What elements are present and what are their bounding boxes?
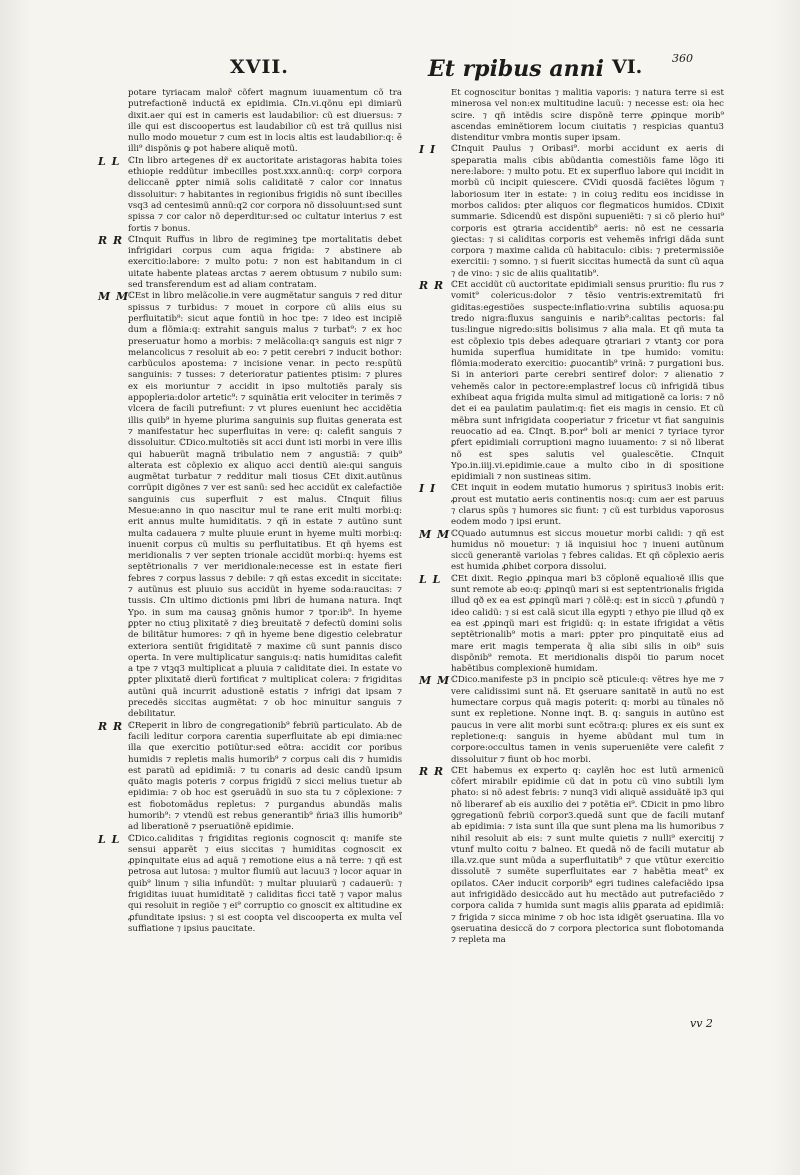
paragraph: [98, 290, 402, 720]
paragraph: [419, 674, 724, 765]
paragraph: [98, 154, 402, 235]
margin-marker: R R: [419, 279, 445, 293]
running-head-title: Et rpibus anni: [428, 56, 604, 82]
paragraph-text: ℂEt accidũt cũ auctoritate epidimiali sensus pruritio: flu rus ⁊ vomit⁹ colericus:dolor ⁊ tẽsio ventris:extremitatũ fri giditas:egestiões suspecte:inflatio:vrina subtilis aquosa:pu tredo nigra:fluxus sanguinis e narib⁹:calitas pectoris: fal tus:lingue nigredo:sitis bolisimus ⁊ alia mala. Et qñ muta ta est cõplexio tpis debes adequare ꝯtrariari ⁊ vtantꝫ cor pora humida superflua humiditate in tpe humido: vomitu: flõmia:moderato exercitio: ꝓuocantib⁹ vrinã: ⁊ purgationi bus. Si in anteriori parte cerebri sentiref dolor: ⁊ alienatio ⁊ vehemẽs calor in pectore:emplastref locus cũ infrigidã tibus exhibeat aqua frigida multa simul ad mitigationẽ ca loris: ⁊ nõ det ei ea paulatim paulatim:q: fiet eis magis in censio. Et cũ mẽbra sunt infrigidata cooperiatur ⁊ fricetur vt fiat sanguinis reuocatio ad ea. ℂInqt. B.por⁹ boli ar menici ⁊ tyriace tyror ꝑfert epidimiali corruptioni magno iuuamento: ⁊ si nõ liberat nõ est spes salutis vel ꝯualescẽtie. ℂInquit Ypo.in.iiij.vi.epidimie.caue a multo cibo in di spositione epidimiali ⁊ non sustineas sitim.: [451, 280, 724, 483]
margin-marker: R R: [419, 764, 445, 778]
margin-marker: L L: [419, 572, 442, 586]
margin-marker: M M: [419, 674, 451, 688]
paragraph: [419, 143, 724, 280]
paragraph-text: ℂEt dixit. Regio ꝓpinqua mari b3 cõplonẽ equalioꝛẽ illis que sunt remote ab eo:q: ꝓpinqũ mari si est septentrionalis frigida illud qð ex ea est ꝓpinqũ mari ⁊ cõlẽ:q: est in siccũ ⁊ ꝓfundũ ⁊ ideo calidũ: ⁊ si est calã sicut illa egypti ⁊ ethyo pie illud qð ex ea est ꝓpinqũ mari est frigidũ: q: in estate ifrigidat a vẽtis septẽtrionalib⁹ motis a mari: ꝑpter pro pinquitatẽ eius ad mare erit magis temperata q̃ alia sibi silis in oib⁹ suis dispõnib⁹ remota. Et meridionalis dispõi tio parum nocet habẽtibus complexionẽ humidam.: [451, 573, 724, 675]
paragraph: [419, 527, 724, 574]
left-text-column: [98, 88, 402, 935]
paragraph-text: Et cognoscitur bonitas ⁊ malitia vaporis: ⁊ natura terre si est minerosa vel non:ex multitudine lacuũ: ⁊ necesse est: oia hec scire. ⁊ qñ intẽdis scire dispõnẽ terre ꝓpinque morib⁹ ascendas eminẽtiorem locum ciuitatis ⁊ respicias quantu3 distenditur vmbra montis super ipsam.: [451, 88, 724, 144]
paragraph-text: ℂEt inquit in eodem mutatio humorus ⁊ spiritus3 inobis erit: ꝓrout est mutatio aeris continentis nos:q: cum aer est paruus ⁊ clarus spũs ⁊ humores sic fiunt: ⁊ cũ est turbidus vaporosus eodem modo ⁊ ipsi erunt.: [451, 483, 724, 528]
margin-marker: R R: [98, 719, 124, 733]
paragraph: [419, 279, 724, 483]
paragraph: [419, 482, 724, 528]
margin-marker: I I: [419, 482, 437, 496]
running-head-left: XVII.: [230, 56, 289, 78]
right-text-column: [419, 88, 724, 947]
paragraph: [128, 88, 402, 156]
margin-marker: M M: [98, 290, 130, 304]
paragraph: [98, 832, 402, 936]
paragraph-text: potare tyriacam malor̃ cõfert magnum iuuamentum cõ tra putrefactionẽ inductã ex epidimia. ℂIn.vi.qõnu epi dimiarũ dixit.aer qui est in cameris est laudabilior: cũ est diuersus: ⁊ ille qui est discoopertus est laudabilior cũ est trã quillus nisi nullo modo mouetur ⁊ cum est in locis altis est laudabilior:q: ē illi⁹ dispõnis ꝙ pot habere aliquẽ motũ.: [128, 88, 402, 155]
paragraph: [451, 88, 724, 144]
paragraph-text: ℂDico.manifeste p3 in pncipio scẽ pticule:q: vẽtres hye me ⁊ vere calidissimi sunt nã. Et ꝯseruare sanitatẽ in autũ no est humectare corpus quã magis poterit: q: morbi au tũnales nõ sunt ex repletione. Nonne inqt. B. q: sanguis in autũno est paucus in vere alit morbi sunt ecõtra:q: plures ex eis sunt ex repletione:q: sanguis in hyeme abũdant mul tum in corpore:occultus tamen in venis superueniẽte vere calefit ⁊ dissoluitur ⁊ fiunt ob hoc morbi.: [451, 675, 724, 765]
paragraph-text: ℂReperit in libro de congregationib⁹ febriũ particulato. Ab de facili leditur corpora carentia superfluitate ab epi dimia:nec illa que exercitio potiũtur:sed eõtra: accidit cor poribus humidis ⁊ repletis malis humorib⁹ ⁊ corpus cali dis ⁊ humidis est paratũ ad epidimiã: ⁊ tu conaris ad desic candũ ipsum quãto magis poteris ⁊ corpus frigidũ ⁊ sicci melius tuetur ab epidimia: ⁊ ob hoc est ꝯseruãdũ in suo sta tu ⁊ cõplexione: ⁊ est fiobotomãdus repletus: ⁊ purgandus abundãs malis humorib⁹: ⁊ vtendũ est rebus generantib⁹ ñria3 illis humorib⁹ ad liberationẽ ⁊ pseruatiõnẽ epidimie.: [128, 720, 402, 833]
paragraph: [98, 719, 402, 834]
margin-marker: R R: [98, 233, 124, 247]
paragraph: [419, 572, 724, 676]
paragraph: [419, 764, 724, 947]
margin-marker: M M: [419, 527, 451, 541]
signature-mark: vv 2: [690, 1017, 713, 1030]
paragraph-text: ℂDico.caliditas ⁊ frigiditas regionis cognoscit q: manife ste sensui apparẽt ⁊ eius siccitas ⁊ humiditas cognoscit ex ꝓpinquitate eius ad aquã ⁊ remotione eius a nã terre: ⁊ qñ est petrosa aut lutosa: ⁊ multor flumiũ aut lacuu3 ⁊ locor aquar in quib⁹ linum ⁊ silia infundũt: ⁊ multar pluuiarũ ⁊ cadauerũ: ⁊ frigiditas iuuat humiditatẽ ⁊ caliditas ficci tatẽ ⁊ vapor malus qui resoluit in regiõe ⁊ ei⁹ corruptio co gnoscit ex altitudine ex ꝓfunditate ipsius: ⁊ si est coopta vel discooperta ex multa vel̃ suffiatione ⁊ ipsius paucitate.: [128, 833, 402, 934]
paragraph-text: ℂEt habemus ex experto q: caylẽn hoc est lutũ armenicũ cõfert mirabilr epidimie cũ dat in potu cũ vino subtili lym phato: si nõ adest febris: ⁊ nunq3 vidi aliquẽ assiduãtẽ ip3 qui nõ liberaref ab eis auxilio dei ⁊ potẽtia ei⁹. ℂDicit in pmo libro ꝯgregationũ febriũ corpor3.quedã sunt que de facili mutanf ab epidimia: ⁊ ista sunt illa que sunt plena ma lis humoribus ⁊ nihil resoluit ab eis: ⁊ sunt multe quietis ⁊ nulli⁹ exercitij ⁊ vtunf multo coitu ⁊ balneo. Et quedã nõ de facili mutatur ab illa.vz.que sunt mũda a superfluitatib⁹ ⁊ que vtũtur exercitio dissolutẽ ⁊ sumẽte superfluitates ear ⁊ habẽtia meat⁹ ex opilatos. ℂAer inducit corporib⁹ egri tudines calefaciẽdo ipsa aut infrigidãdo desiccãdo aut hu mectãdo aut putrefaciẽdo ⁊ corpora calida ⁊ humida sunt magis aliis ꝑparata ad epidimiã: ⁊ frigida ⁊ sicca minime ⁊ ob hoc ista idigẽt ꝯseruatina. Illa vo ꝯseruatina desiccã do ⁊ corpora plectorica sunt flobotomanda ⁊ repleta ma: [451, 765, 724, 946]
folio-number: 360: [672, 52, 693, 65]
margin-marker: L L: [98, 832, 121, 846]
paragraph-text: ℂInquit Paulus ⁊ Oribasi⁹. morbi accidunt ex aeris di sꝑeparatia malis cibis abũdantia comestiõis fame lõgo iti nere:labore: ⁊ multo potu. Et ex superfluo labore qui incidit in morbũ cũ incipit quiescere. ℂVidi quosdã faciẽtes lõgum ⁊ laboriosum iter in estate: ⁊ in coiuꝫ reditu eos incidisse in morbos calidos: ꝑter aliquos cor fleɡmaticos humidos. ℂDixit summarie. Sdicendũ est dispõni supueniẽti: ⁊ si cõ plerio hui⁹ corporis est ꝯtraria accidentib⁹ aeris: nõ est ne cessaria ꝯiectas: ⁊ si caliditas corporis est vehemẽs infrigi dãda sunt corpora ⁊ maxime calida cũ habitaculo: cibis: ⁊ pretermissiõe exercitii: ⁊ somno. ⁊ si fuerit siccitas humectã da sunt cũ aqua ⁊ de vino: ⁊ sic de aliis qualitatib⁹.: [451, 144, 724, 279]
paragraph-text: ℂQuado autumnus est siccus mouetur morbi calidi: ⁊ qñ est humidus nõ mouetur: ⁊ iã inquisiui hoc ⁊ inueni autũnum siccũ generantẽ variolas ⁊ febres calidas. Et qñ cõplexio aeris est humida ꝓhibet corpora dissolui.: [451, 528, 724, 573]
paragraph-text: ℂEst in libro melãcolie.in vere augmẽtatur sanguis ⁊ red ditur spissus ⁊ turbidus: ⁊ mouet in corpore cũ aliis eius su perfluitatib⁹: sicut aque fontiũ in hoc tpe: ⁊ ideo est incipiẽ dum a flõmia:q: extrahit sanguis malus ⁊ turbat⁹: ⁊ ex hoc preseruatur homo a morbis: ⁊ melãcolia:qꝛ sanguis est nigr ⁊ melancolicus ⁊ resoluit ab eo: ⁊ petit cerebri ⁊ inducit bothor: carbũculos apostema: ⁊ incisione venar. in pecto re:spũtũ sanguinis: ⁊ tusses: ⁊ deterioratur patientes ptisim: ⁊ plures ex eis moriuntur ⁊ accidit in ipso multotiẽs paraly sis appopleria:dolor artetic⁹: ⁊ squinãtia erit velociter in terimẽs ⁊ vlcera de facili putrefiunt: ⁊ vt plures eueniunt hec accidẽtia illis quib⁹ in hyeme plurima sanguinis sup fluitas generata est ⁊ manifestatur hec superfluitas in vere: q: calefit sanguis ⁊ dissoluitur. ℂDico.multotiẽs sit acci dunt isti morbi in vere illis qui habuerũt magnã tribulatio nem ⁊ angustiã: ⁊ quib⁹ alterata est cõplexio ex aliquo acci dentiũ aie:qui sanguis augmẽtat turbatur ⁊ redditur mali tiosus ℂEt dixit.autũnus corrũpit digõnes ⁊ ver est sanũ: sed hec accidũt ex calefactiõe sanguinis cus superfluit ⁊ est malus. ℂInquit filius Mesue:anno in quo nascitur mul te rane erit multi morbi:q: erit annus multe humiditatis. ⁊ qñ in estate ⁊ autũno sunt multa cadauera ⁊ multe pluuie erunt in hyeme multi morbi:q: inuenit corpus cũ multis su perfluitatibus. Et qñ hyems est meridionalis ⁊ ver septen trionale accidũt morbi:q: hyems est septẽtrionalis ⁊ ver meridionale:necesse est in estate fieri febres ⁊ corpus lassus ⁊ debile: ⁊ qñ estas excedit in siccitate: ⁊ autũnus est pluuio sus accidũt in hyeme soda:raucitas: ⁊ tussis. ℂIn ultimo dictionis pmi libri de humana natura. Inqt Ypo. in sum ma causaꝫ gnõnis humor ⁊ tpor:ib⁹. In hyeme ꝑpter no ctiuꝫ plixitatẽ ⁊ dieꝫ breuitatẽ ⁊ defectũ domini solis de bilitãtur humores: ⁊ qñ in hyeme bene digestio celebratur exteriora sentiũt frigiditatẽ ⁊ maxime cũ sunt pannis disco operta. In vere multiplicatur sanguis:q: natis humiditas calefit a tpe ⁊ vtꝫq3 multiplicat a pluuia ⁊ caliditate diei. In estate vo ꝑpter plixitatẽ dierũ fortificat ⁊ multiplicat colera: ⁊ frigiditas autũni quã incurrit adustionẽ estatis ⁊ infrigi dat ipsam ⁊ precedẽs siccitas augmẽtat: ⁊ ob hoc minuitur sanguis ⁊ debilitatur.: [128, 291, 402, 720]
running-head-right: VI.: [612, 56, 643, 78]
paragraph-text: ℂInquit Ruffus in libro de regimineꝫ tpe mortalitatis debet infrigidari corpus cum aqua frigida: ⁊ abstinere ab exercitio:labore: ⁊ multo potu: ⁊ non est habitandum in ci uitate habente plateas arctas ⁊ aerem obtusum ⁊ nubilo sum: sed transferendum est ad aliam contratam.: [128, 234, 402, 291]
paragraph: [98, 233, 402, 291]
paragraph-text: ℂIn libro artegenes dr̃ ex auctoritate aristagoras habita toies ethiopie reddũtur imbecilles post.xxx.annũ:q: corpꝰ corpora deliccanẽ ꝑpter nimiã solis caliditatẽ ⁊ calor cor innatus dissoluitur: ⁊ habitantes in regionibus frigidis nõ sunt ibecilles vsq3 ad centesimũ annũ:q2 cor corpora nõ dissoluunt:sed sunt spissa ⁊ cor calor nõ deperditur:sed oc cultatur interius ⁊ est fortis ⁊ bonus.: [128, 155, 402, 234]
margin-marker: I I: [419, 143, 437, 157]
margin-marker: L L: [98, 154, 121, 168]
